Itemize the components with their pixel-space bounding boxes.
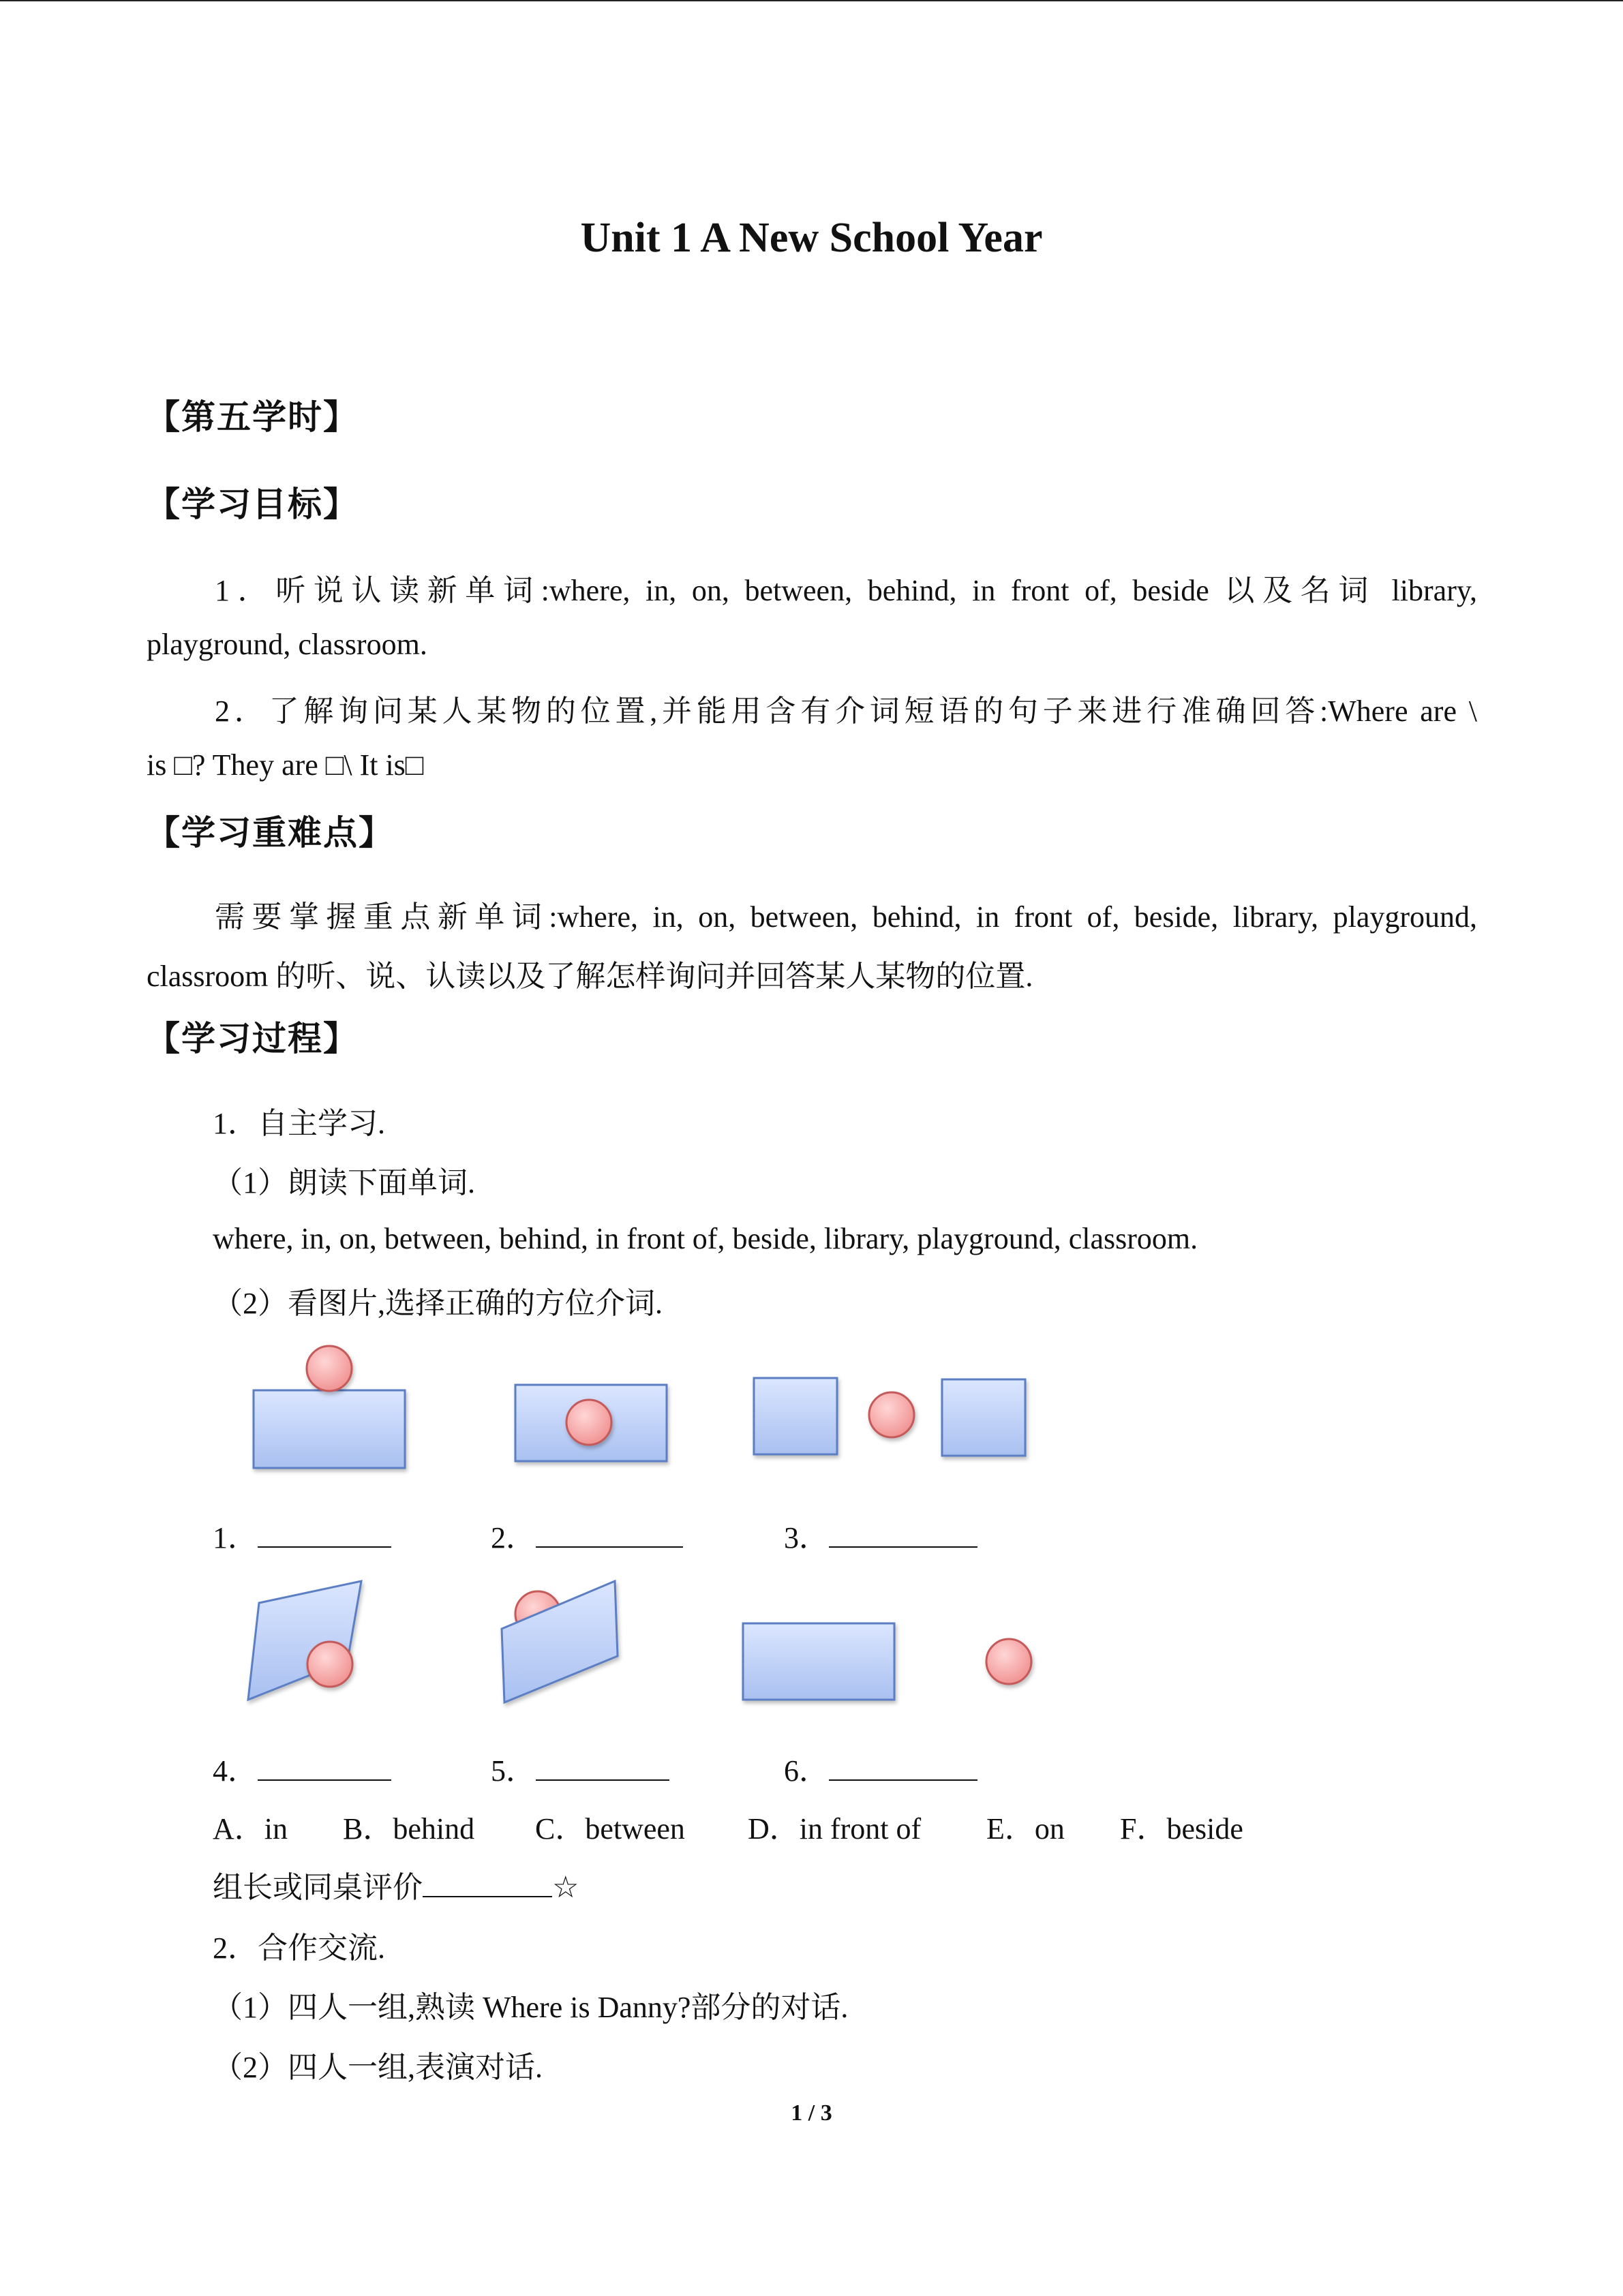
- step-1-word-list: where, in, on, between, behind, in front of, beside, library, playground, classroom.: [213, 1222, 1198, 1255]
- star-icon: ☆: [552, 1871, 579, 1904]
- section-period: 【第五学时】: [146, 397, 359, 437]
- evaluation-blank[interactable]: [423, 1870, 552, 1897]
- section-objectives: 【学习目标】: [146, 485, 359, 524]
- page-title: Unit 1 A New School Year: [580, 215, 1043, 261]
- option-a: A．in: [213, 1812, 288, 1846]
- blank-label-5: 5．: [491, 1754, 536, 1788]
- page-number: 1 / 3: [791, 2100, 832, 2126]
- blank-label-2: 2．: [491, 1521, 536, 1555]
- key-points-line-1: 需要掌握重点新单词:where, in, on, between, behind, in front of, beside, library, playground,: [215, 900, 1477, 934]
- blank-label-4: 4．: [213, 1754, 258, 1788]
- blank-label-3: 3．: [784, 1521, 829, 1555]
- blank-item-1: [213, 1513, 391, 1557]
- figure-1-box: [254, 1390, 405, 1468]
- step-1-heading: 1．自主学习.: [213, 1107, 385, 1140]
- objective-2-line-1: 2．了解询问某人某物的位置,并能用含有介词短语的句子来进行准确回答:Where are \: [215, 694, 1477, 728]
- figure-2-ball: [566, 1400, 611, 1445]
- answer-blank-2[interactable]: [536, 1520, 683, 1548]
- figure-6-box: [743, 1623, 894, 1700]
- step-2-part-2: （2）四人一组,表演对话.: [213, 2051, 543, 2084]
- blank-item-2: [491, 1513, 683, 1557]
- objective-1-line-1: 1．听说认读新单词:where, in, on, between, behind, in front of, beside 以及名词 library,: [215, 574, 1477, 607]
- step-2-part-1: （1）四人一组,熟读 Where is Danny?部分的对话.: [213, 1991, 849, 2024]
- figure-6-ball: [986, 1639, 1031, 1684]
- step-1-part-1: （1）朗读下面单词.: [213, 1166, 475, 1199]
- section-process: 【学习过程】: [146, 1019, 359, 1058]
- figure-3-box-right: [942, 1379, 1025, 1456]
- step-2-heading: 2．合作交流.: [213, 1931, 385, 1965]
- blank-item-3: [784, 1513, 977, 1557]
- blank-item-6: [784, 1746, 977, 1790]
- blank-item-5: [491, 1746, 669, 1790]
- answer-blank-5[interactable]: [536, 1754, 669, 1781]
- option-d: D．in front of: [748, 1812, 922, 1846]
- answer-blank-1[interactable]: [258, 1520, 391, 1548]
- figure-1-ball: [307, 1346, 352, 1391]
- figure-4-ball: [307, 1642, 352, 1687]
- answer-blank-6[interactable]: [829, 1754, 977, 1781]
- option-f: F．beside: [1120, 1812, 1243, 1846]
- objective-2-line-2: is □? They are □\ It is□: [147, 748, 424, 782]
- answer-blank-4[interactable]: [258, 1754, 391, 1781]
- evaluation-line: [213, 1863, 579, 1906]
- figure-3-ball: [869, 1392, 914, 1437]
- option-c: C．between: [535, 1812, 685, 1846]
- step-1-part-2: （2）看图片,选择正确的方位介词.: [213, 1287, 663, 1320]
- option-b: B．behind: [343, 1812, 475, 1846]
- blank-label-6: 6．: [784, 1754, 829, 1788]
- answer-blank-3[interactable]: [829, 1520, 977, 1548]
- blank-label-1: 1．: [213, 1521, 258, 1555]
- blank-item-4: [213, 1746, 391, 1790]
- section-key-points: 【学习重难点】: [146, 813, 394, 853]
- option-e: E．on: [986, 1812, 1065, 1846]
- figure-5-panel: [502, 1581, 618, 1702]
- evaluation-label: 组长或同桌评价: [213, 1871, 423, 1904]
- figure-3-box-left: [754, 1378, 837, 1454]
- key-points-line-2: classroom 的听、说、认读以及了解怎样询问并回答某人某物的位置.: [147, 960, 1033, 993]
- objective-1-line-2: playground, classroom.: [147, 628, 427, 661]
